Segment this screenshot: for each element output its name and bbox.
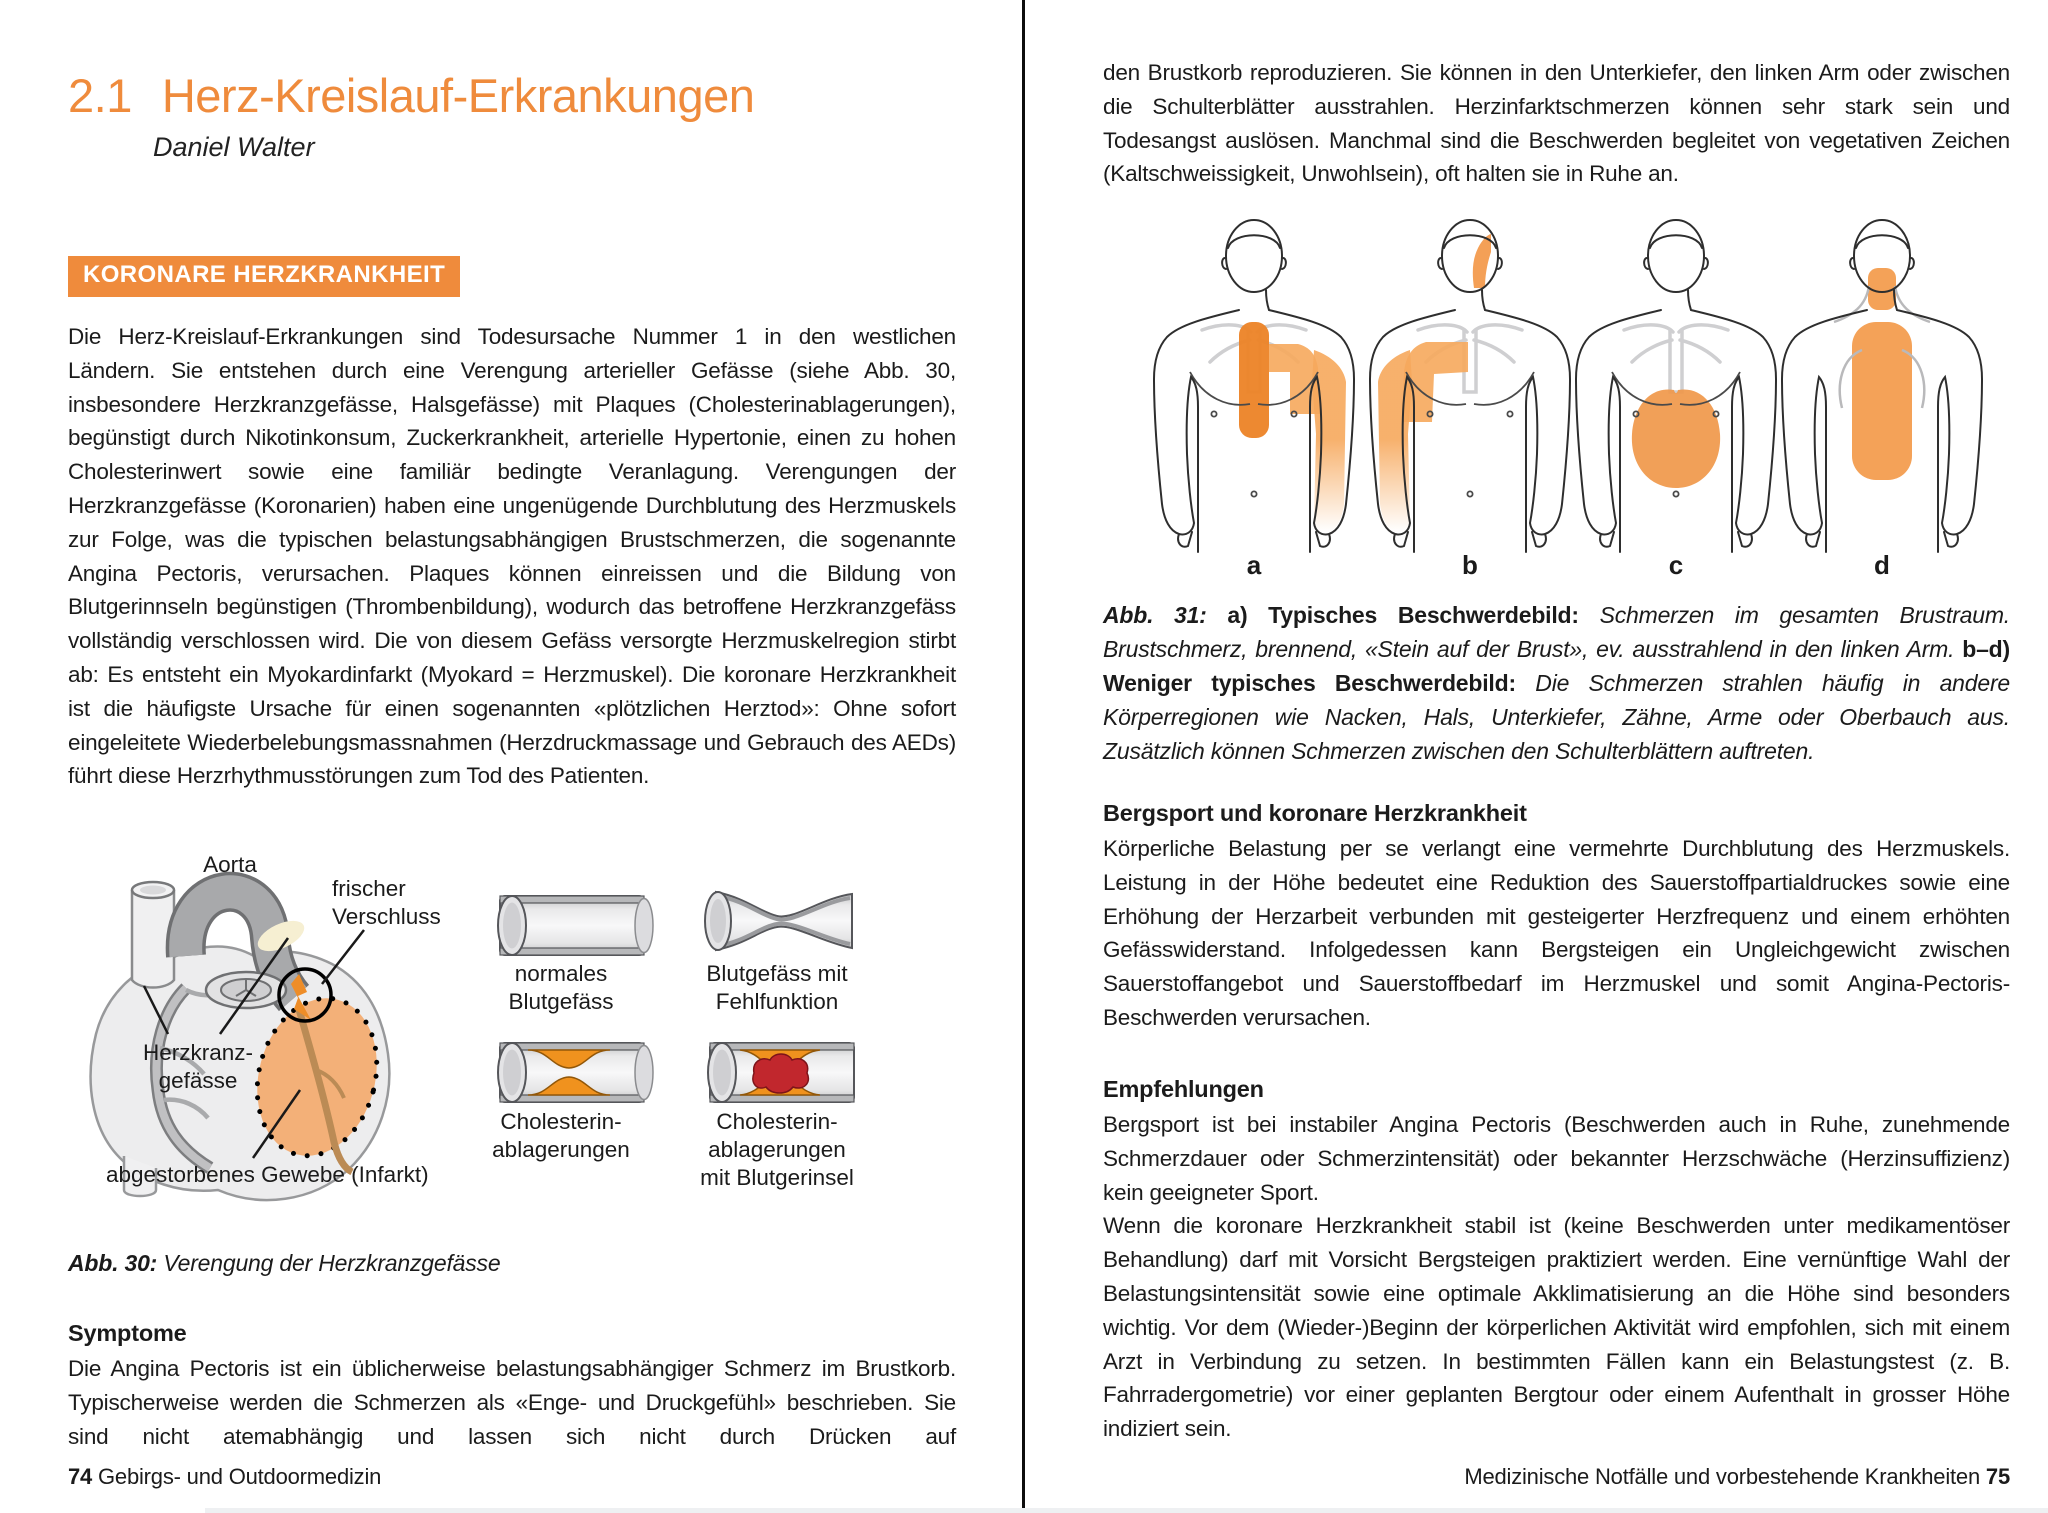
figure-30-caption-text: Verengung der Herzkranzgefässe (163, 1250, 501, 1276)
chapter-heading (68, 68, 754, 123)
vessel-normal (498, 896, 653, 955)
author-name: Daniel Walter (153, 132, 315, 162)
label-infarct: abgestorbenes Gewebe (Infarkt) (106, 1162, 429, 1187)
figure-31-caption-a-text: Schmerzen im gesamten Brustraum. Brustschmerz, brennend, «Stein auf der Brust», ev. ausstrahlend in den linken Arm. (1103, 602, 2010, 662)
vessel-dysfunction (705, 892, 852, 950)
recommendations-heading: Empfehlungen (1103, 1076, 1264, 1102)
symptoms-paragraph: Die Angina Pectoris ist ein üblicherweise belastungsabhängiger Schmerz im Brustkorb. Typischerweise werden die Schmerzen als «Enge- und Druckgefühl» beschrieben. Sie sind nicht atemabhängig und lassen sich nicht durch Drücken auf (68, 1356, 956, 1449)
label-coronary-2: gefässe (158, 1068, 238, 1093)
label-cholesterol-vessel-2: ablagerungen (492, 1137, 630, 1162)
symptoms-heading: Symptome (68, 1320, 187, 1346)
label-normal-vessel-2: Blutgefäss (508, 989, 614, 1014)
figure-30-illustration (68, 838, 956, 1230)
label-clot-vessel-3: mit Blutgerinsel (700, 1165, 854, 1190)
figure-31-caption-bd-title: b–d) Weniger typisches Beschwerdebild: (1103, 636, 2010, 696)
section-badge: KORONARE HERZKRANKHEIT (68, 256, 460, 297)
bergsport-heading: Bergsport und koronare Herzkrankheit (1103, 800, 1527, 826)
torso-d (1782, 220, 1982, 552)
recommendations-block (1103, 1108, 2010, 1446)
page-divider (1022, 0, 1025, 1513)
figure-31-label-a: a (1246, 550, 1262, 580)
recommendations-paragraph-2: Wenn die koronare Herzkrankheit stabil ist (keine Beschwerden unter medikamentöser Behandlung) darf mit Vorsicht Bergsteigen praktiziert werden. Eine vernünftige Wahl der Belastungsintensität sowie eine optimale Akklimatisierung an die Höhe sind besonders wichtig. Vor dem (Wieder-)Beginn der körperlichen Aktivität wird empfohlen, sich mit einem Arzt in Verbindung zu setzen. In bestimmten Fällen kann ein Belastungstest (z. B. Fahrradergometrie) vor einer geplanten Bergtour oder einem Aufenthalt in grosser Höhe indiziert sein. (1103, 1213, 2010, 1442)
figure-31-label-d: d (1874, 550, 1890, 580)
label-dysfunction-vessel-2: Fehlfunktion (715, 989, 839, 1014)
running-title-right: Medizinische Notfälle und vorbestehende Krankheiten (1464, 1464, 1980, 1489)
torso-c (1576, 220, 1776, 552)
page-number-right: 75 (1985, 1464, 2010, 1489)
figure-30-caption-label: Abb. 30: (68, 1250, 158, 1276)
running-title-left: Gebirgs- und Outdoormedizin (98, 1464, 382, 1489)
figure-31-caption-a-title: a) Typisches Beschwerdebild: (1227, 602, 1579, 628)
label-aorta: Aorta (203, 852, 257, 877)
heart-drawing (91, 852, 441, 1200)
figure-30-caption (68, 1246, 956, 1280)
continued-paragraph: den Brustkorb reproduzieren. Sie können in den Unterkiefer, den linken Arm oder zwischen die Schulterblätter ausstrahlen. Herzinfarktschmerzen können sehr stark sein und Todesangst auslösen. Manchmal sind die Beschwerden begleitet von vegetativen Zeichen (Kaltschweissigkeit, Unwohlsein), oft halten sie in Ruhe an. (1103, 60, 2010, 187)
label-cholesterol-vessel-1: Cholesterin- (500, 1109, 622, 1134)
footer-left (68, 1464, 381, 1490)
figure-31-caption-label: Abb. 31: (1103, 602, 1207, 628)
intro-paragraph: Die Herz-Kreislauf-Erkrankungen sind Todesursache Nummer 1 in den westlichen Ländern. Sie entstehen durch eine Verengung arterieller Gefässe (siehe Abb. 30, insbesondere Herzkranzgefässe, Halsgefässe) mit Plaques (Cholesterinablagerungen), begünstigt durch Nikotinkonsum, Zuckerkrankheit, arterielle Hypertonie, einen zu hohen Cholesterinwert sowie eine familiär bedingte Veranlagung. Verengungen der Herzkranzgefässe (Koronarien) haben eine ungenügende Durchblutung des Herzmuskels zur Folge, was die typischen belastungsabhängigen Brustschmerzen, die sogenannte Angina Pectoris, verursachen. Plaques können einreissen und die Bildung von Blutgerinnseln begünstigen (Thrombenbildung), wodurch das betroffene Herzkranzgefäss vollständig verschlossen wird. Die von diesem Gefäss versorgte Herzmuskelregion stirbt ab: Es entsteht ein Myokardinfarkt (Myokard = Herzmuskel). Die koronare Herzkrankheit ist die häufigste Ursache für einen sogenannten «plötzlichen Herztod»: Ohne sofort eingeleitete Wiederbelebungsmassnahmen (Herzdruckmassage und Gebrauch des AEDs) führt diese Herzrhythmusstörungen zum Tod des Patienten. (68, 324, 956, 789)
chapter-title: Herz-Kreislauf-Erkrankungen (161, 69, 755, 122)
figure-31-caption-bd-text: Die Schmerzen strahlen häufig in andere Körperregionen wie Nacken, Hals, Unterkiefer, Zähne, Arme oder Oberbauch aus. Zusätzlich können Schmerzen zwischen den Schulterblättern auftreten. (1103, 670, 2010, 764)
label-fresh-occlusion-1: frischer (332, 876, 406, 901)
page-number-left: 74 (68, 1464, 93, 1489)
recommendations-paragraph-1: Bergsport ist bei instabiler Angina Pectoris (Beschwerden auch in Ruhe, zunehmende Schmerzdauer oder Schmerzintensität) oder bekannter Herzschwäche (Herzinsuffizienz) kein geeigneter Sport. (1103, 1112, 2010, 1205)
chapter-number: 2.1 (68, 69, 132, 122)
label-normal-vessel-1: normales (514, 961, 608, 986)
bergsport-paragraph: Körperliche Belastung per se verlangt eine vermehrte Durchblutung des Herzmuskels. Leistung in der Höhe bedeutet eine Reduktion des Sauerstoffpartialdruckes sowie eine Erhöhung der Herzarbeit verbunden mit gesteigerter Herzfrequenz und einem erhöhten Gefässwiderstand. Infolgedessen kann Bergsteigen ein Ungleichgewicht zwischen Sauerstoffangebot und Sauerstoffbedarf im Herzmuskel und somit Angina-Pectoris-Beschwerden verursachen. (1103, 836, 2010, 1030)
torso-b (1370, 220, 1570, 552)
label-coronary-1: Herzkranz- (142, 1040, 254, 1065)
label-clot-vessel-2: ablagerungen (708, 1137, 846, 1162)
label-fresh-occlusion-2: Verschluss (332, 904, 441, 929)
figure-31-label-b: b (1462, 550, 1478, 580)
label-dysfunction-vessel-1: Blutgefäss mit (706, 961, 848, 986)
figure-31-label-c: c (1668, 550, 1684, 580)
vessel-cholesterol (498, 1043, 653, 1102)
figure-31-illustration (1103, 214, 2010, 582)
label-clot-vessel-1: Cholesterin- (716, 1109, 838, 1134)
figure-31-caption (1103, 598, 2010, 768)
torso-a (1154, 220, 1354, 552)
scan-artifact-line (205, 1508, 2048, 1513)
vessel-clot (708, 1043, 854, 1102)
footer-right (1103, 1464, 2010, 1490)
